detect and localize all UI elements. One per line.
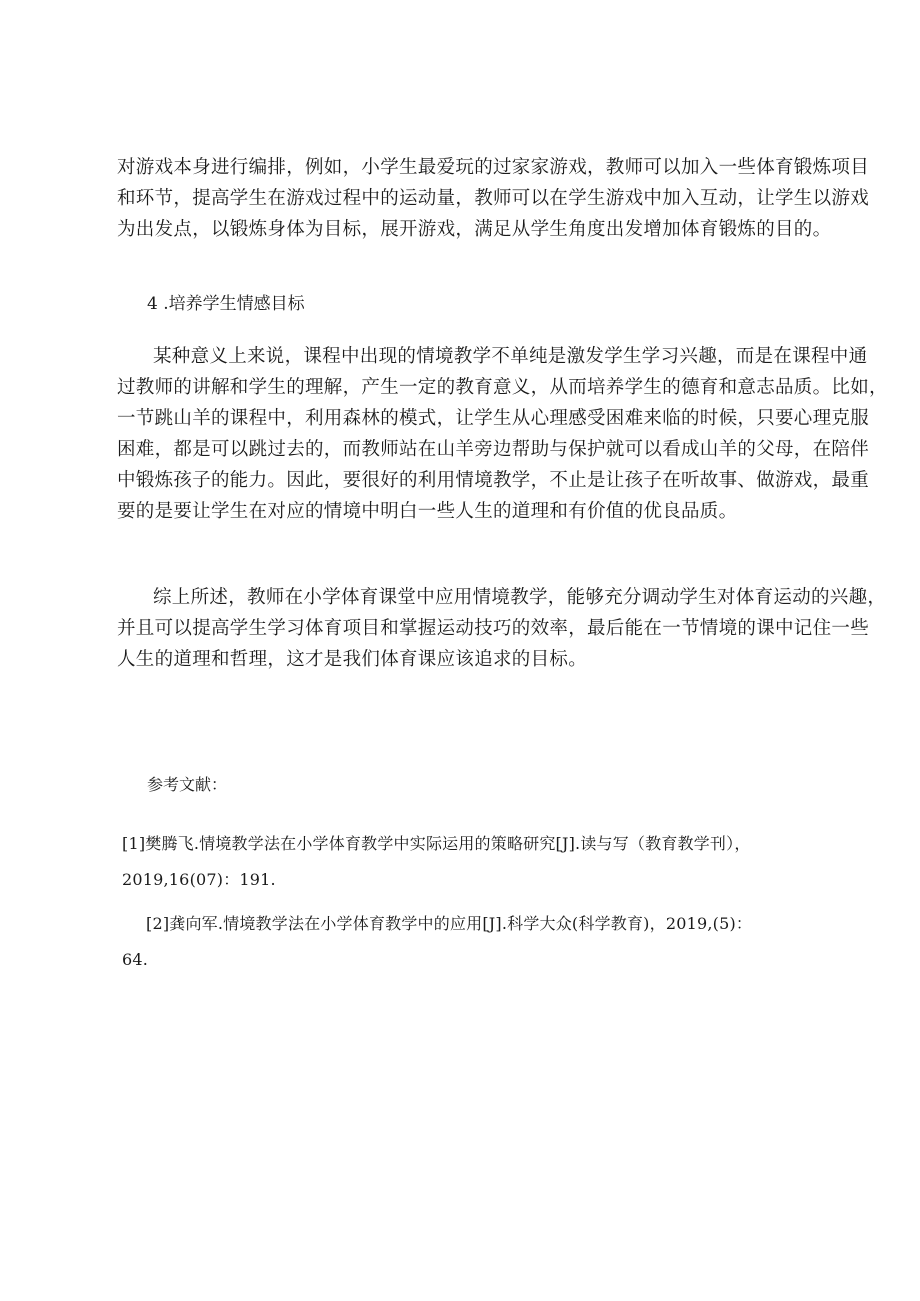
reference-line: [1]樊腾飞.情境教学法在小学体育教学中实际运用的策略研究[J].读与写（教育教学刊）， bbox=[122, 834, 751, 853]
text-line: 和环节，提高学生在游戏过程中的运动量，教师可以在学生游戏中加入互动，让学生以游戏 bbox=[117, 188, 870, 209]
text-line: 并且可以提高学生学习体育项目和掌握运动技巧的效率，最后能在一节情境的课中记住一些 bbox=[117, 618, 870, 639]
text-line: 中锻炼孩子的能力。因此，要很好的利用情境教学，不止是让孩子在听故事、做游戏，最重 bbox=[117, 470, 870, 491]
text-line: 要的是要让学生在对应的情境中明白一些人生的道理和有价值的优良品质。 bbox=[117, 501, 738, 522]
text-line: 困难，都是可以跳过去的，而教师站在山羊旁边帮助与保护就可以看成山羊的父母，在陪伴 bbox=[117, 439, 870, 460]
reference-line: [2]龚向军.情境教学法在小学体育教学中的应用[J].科学大众(科学教育)，2019,(5)： bbox=[146, 914, 753, 933]
text-line: 人生的道理和哲理，这才是我们体育课应该追求的目标。 bbox=[117, 649, 588, 670]
references-title: 参考文献： bbox=[147, 775, 228, 794]
reference-line: 64. bbox=[122, 950, 149, 969]
text-line: 综上所述，教师在小学体育课堂中应用情境教学，能够充分调动学生对体育运动的兴趣， bbox=[153, 587, 887, 608]
text-line: 过教师的讲解和学生的理解，产生一定的教育意义，从而培养学生的德育和意志品质。比如， bbox=[117, 377, 888, 398]
body-paragraph-3 bbox=[117, 582, 887, 675]
reference-item-2 bbox=[122, 906, 822, 978]
section-heading: 4 .培养学生情感目标 bbox=[147, 294, 305, 314]
reference-item-1 bbox=[122, 826, 822, 898]
reference-line: 2019,16(07)：191. bbox=[122, 870, 276, 889]
text-line: 对游戏本身进行编排，例如，小学生最爱玩的过家家游戏，教师可以加入一些体育锻炼项目 bbox=[117, 157, 870, 178]
text-line: 一节跳山羊的课程中，利用森林的模式，让学生从心理感受困难来临的时候，只要心理克服 bbox=[117, 408, 870, 429]
body-paragraph-1 bbox=[117, 152, 870, 245]
text-line: 某种意义上来说，课程中出现的情境教学不单纯是激发学生学习兴趣，而是在课程中通 bbox=[153, 346, 868, 367]
body-paragraph-2 bbox=[117, 341, 888, 527]
text-line: 为出发点，以锻炼身体为目标，展开游戏，满足从学生角度出发增加体育锻炼的目的。 bbox=[117, 219, 832, 240]
